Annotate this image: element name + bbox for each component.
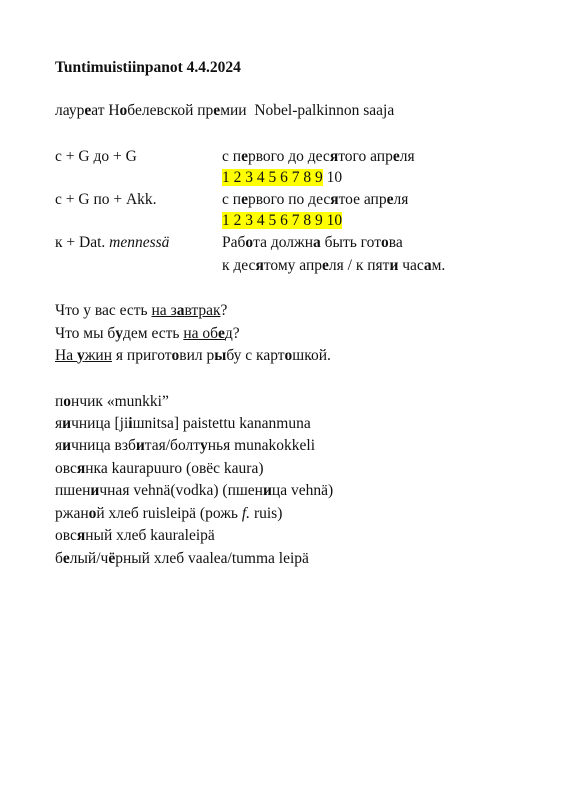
- text: с п: [222, 191, 242, 208]
- text: рвого до дес: [247, 148, 330, 165]
- page-title: Tuntimuistiinpanot 4.4.2024: [55, 59, 241, 76]
- vocab-item: [55, 459, 264, 479]
- text: нчик «munkki”: [71, 393, 169, 410]
- stress: я: [76, 527, 86, 544]
- text: рный хлеб vaalea/tumma leipä: [115, 550, 309, 567]
- text: д: [224, 325, 233, 342]
- text: час: [398, 257, 424, 274]
- stress: и: [62, 437, 72, 454]
- vocab-item: [55, 436, 315, 456]
- stress: о: [380, 234, 389, 251]
- text: жин: [84, 347, 113, 364]
- rule-1-numbers: [222, 168, 342, 188]
- stress: а: [313, 234, 321, 251]
- text: бу с карт: [226, 347, 285, 364]
- stress: е: [241, 191, 248, 208]
- rule-2-right: [222, 190, 408, 210]
- stress: и: [262, 482, 272, 499]
- text: овс: [55, 527, 77, 544]
- text: ный хлеб kauraleipä: [85, 527, 215, 544]
- text: тому апр: [263, 257, 323, 274]
- text: ва: [388, 234, 403, 251]
- stress: и: [90, 482, 100, 499]
- vocab-item: [55, 504, 282, 524]
- stress: а: [176, 302, 185, 319]
- text: ржан: [55, 505, 89, 522]
- text: ца vehnä): [271, 482, 334, 499]
- stress: е: [322, 257, 329, 274]
- stress: у: [200, 437, 208, 454]
- stress: i: [128, 415, 133, 432]
- text: та должн: [253, 234, 314, 251]
- stress: а: [423, 257, 432, 274]
- stress: о: [171, 347, 180, 364]
- text: пшен: [55, 482, 91, 499]
- stress: ё: [108, 550, 116, 567]
- text: ат Н: [91, 102, 120, 119]
- text: нка kaurapuuro (овёс kaura): [85, 460, 264, 477]
- text: вил р: [179, 347, 215, 364]
- stress: и: [62, 415, 72, 432]
- text: б: [55, 550, 63, 567]
- text: к дес: [222, 257, 256, 274]
- text: чная vehnä(vodka) (пшен: [99, 482, 263, 499]
- rule-2-left: с + G по + Akk.: [55, 191, 157, 208]
- text: й хлеб ruisleipä (рожь: [96, 505, 242, 522]
- text: Что у вас есть: [55, 302, 152, 319]
- stress: и: [135, 437, 145, 454]
- text: ля: [399, 148, 415, 165]
- text: рвого по дес: [247, 191, 331, 208]
- stress: е: [392, 148, 400, 165]
- stress: о: [245, 234, 254, 251]
- vocab-item: [55, 414, 311, 434]
- stress: о: [88, 505, 97, 522]
- text: ruis): [250, 505, 283, 522]
- text: на з: [151, 302, 177, 319]
- text: я пригот: [112, 347, 172, 364]
- text: мии: [220, 102, 247, 119]
- text: На: [55, 347, 77, 364]
- text: втрак: [184, 302, 221, 319]
- stress: и: [389, 257, 399, 274]
- italic-text: mennessä: [109, 234, 170, 251]
- text: я: [55, 415, 63, 432]
- question-2: [55, 324, 240, 344]
- text: на об: [183, 325, 219, 342]
- rule-3-right-line-1: [222, 233, 403, 253]
- stress: у: [76, 347, 85, 364]
- text: 10: [322, 169, 343, 186]
- highlighted-numbers: 1 2 3 4 5 6 7 8 9: [222, 169, 323, 186]
- text: я: [55, 437, 63, 454]
- stress: я: [329, 148, 339, 165]
- text: м.: [431, 257, 446, 274]
- rule-3-left: [55, 233, 169, 253]
- rule-1-right: [222, 147, 415, 167]
- text: ?: [220, 302, 228, 319]
- vocab-item: [55, 481, 333, 501]
- rule-3-right-line-2: [222, 256, 445, 276]
- stress: о: [63, 393, 72, 410]
- stress: о: [284, 347, 293, 364]
- stress: е: [62, 550, 70, 567]
- stress: е: [241, 148, 248, 165]
- italic-text: f.: [241, 505, 251, 522]
- stress: е: [213, 102, 221, 119]
- text: дем есть: [123, 325, 184, 342]
- text: нья munakokkeli: [207, 437, 316, 454]
- vocab-item: [55, 526, 215, 546]
- text: того апр: [338, 148, 393, 165]
- text: тая/болт: [144, 437, 200, 454]
- stress: о: [119, 102, 128, 119]
- stress: я: [76, 460, 86, 477]
- question-1: [55, 301, 227, 321]
- text: шnitsa] paistettu kananmuna: [132, 415, 311, 432]
- stress: я: [330, 191, 339, 208]
- text: тое апр: [338, 191, 387, 208]
- text: белевской пр: [127, 102, 214, 119]
- text: чница взб: [71, 437, 136, 454]
- vocab-item: [55, 549, 309, 569]
- text: быть гот: [320, 234, 381, 251]
- stress: я: [255, 257, 264, 274]
- text: шкой.: [292, 347, 331, 364]
- stress: е: [84, 102, 92, 119]
- rule-2-numbers: [222, 211, 342, 231]
- stress: е: [218, 325, 225, 342]
- text: ля / к пят: [328, 257, 390, 274]
- stress: е: [386, 191, 394, 208]
- text: лый/ч: [69, 550, 109, 567]
- text: овс: [55, 460, 77, 477]
- highlighted-numbers: 1 2 3 4 5 6 7 8 9 10: [222, 212, 343, 229]
- vocab-item: [55, 392, 169, 412]
- stress: ы: [214, 347, 227, 364]
- text: к + Dat.: [55, 234, 110, 251]
- text: п: [55, 393, 64, 410]
- text: лаур: [55, 102, 85, 119]
- text: Что мы б: [55, 325, 116, 342]
- laureate-line: [55, 101, 394, 121]
- text: чница [ji: [71, 415, 129, 432]
- rule-1-left: с + G до + G: [55, 148, 137, 165]
- text: с п: [222, 148, 242, 165]
- question-3: [55, 346, 331, 366]
- stress: у: [115, 325, 124, 342]
- text: Раб: [222, 234, 246, 251]
- text: ля: [393, 191, 409, 208]
- text: Nobel-palkinnon saaja: [254, 102, 395, 119]
- text: ?: [232, 325, 240, 342]
